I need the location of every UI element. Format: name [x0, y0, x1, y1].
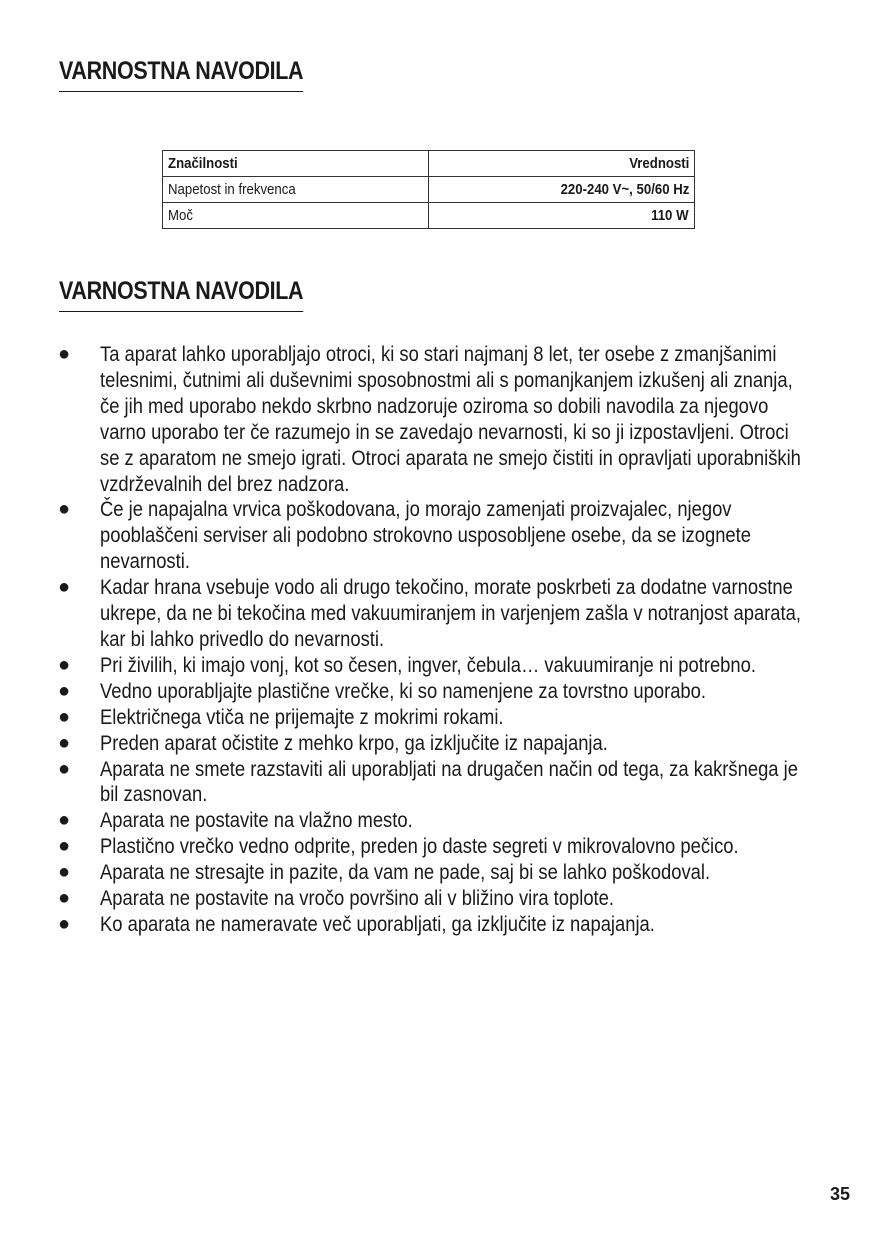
table-cell-value-text: 220-240 V~, 50/60 Hz	[560, 181, 689, 198]
list-item-text: Če je napajalna vrvica poškodovana, jo morajo zamenjati proizvajalec, njegov pooblaščeni serviser ali podobno strokovno usposobljene osebe, da se izognete nevarnosti.	[100, 497, 751, 574]
bullet-icon: ●	[58, 912, 71, 935]
list-item-text: Aparata ne postavite na vročo površino ali v bližino vira toplote.	[100, 886, 614, 911]
table-cell-feature	[163, 203, 429, 229]
list-item	[58, 731, 848, 757]
list-item	[58, 757, 848, 809]
table-header-value	[429, 151, 695, 177]
list-item	[58, 705, 848, 731]
bullet-icon: ●	[58, 705, 71, 728]
table-cell-feature-text: Napetost in frekvenca	[168, 181, 296, 198]
list-item-text: Kadar hrana vsebuje vodo ali drugo tekočino, morate poskrbeti za dodatne varnostne ukrepe, da ne bi tekočina med vakuumiranjem in varjenjem zašla v notranjost aparata, kar bi lahko privedlo do nevarnosti.	[100, 575, 801, 651]
list-item	[58, 886, 848, 912]
list-item-text: Ta aparat lahko uporabljajo otroci, ki so stari najmanj 8 let, ter osebe z zmanjšanimi telesnimi, čutnimi ali duševnimi sposobnostmi ali s pomanjkanjem izkušenj ali znanja, če jih med uporabo nekdo skrbno nadzoruje oziroma so dobili navodila za njegovo varno uporabo ter če razumejo in se zavedajo nevarnosti, ki so ji izpostavljeni. Otroci se z aparatom ne smejo igrati. Otroci aparata ne smejo čistiti in opravljati uporabniških vzdrževalnih del brez nadzora.	[100, 342, 801, 496]
list-item-text: Pri živilih, ki imajo vonj, kot so česen, ingver, čebula… vakuumiranje ni potrebno.	[100, 652, 756, 677]
table-row	[163, 177, 695, 203]
list-item	[58, 342, 848, 497]
list-item-text: Aparata ne stresajte in pazite, da vam ne pade, saj bi se lahko poškodoval.	[100, 860, 711, 885]
bullet-icon: ●	[58, 887, 71, 910]
table-cell-value	[429, 177, 695, 203]
bullet-icon: ●	[58, 757, 71, 780]
list-item	[58, 834, 848, 860]
safety-instructions-list	[58, 342, 848, 938]
table-header-feature-text: Značilnosti	[168, 155, 238, 172]
table-header-feature	[163, 151, 429, 177]
page-number: 35	[829, 1184, 850, 1204]
table-cell-value	[429, 203, 695, 229]
specifications-table	[162, 150, 695, 229]
list-item	[58, 808, 848, 834]
list-item-text: Aparata ne postavite na vlažno mesto.	[100, 808, 413, 833]
list-item	[58, 497, 848, 575]
table-cell-feature-text: Moč	[168, 207, 193, 224]
bullet-icon: ●	[58, 679, 71, 702]
list-item-text: Vedno uporabljajte plastične vrečke, ki so namenjene za tovrstno uporabo.	[100, 678, 706, 703]
bullet-icon: ●	[58, 731, 71, 754]
bullet-icon: ●	[58, 861, 71, 884]
list-item-text: Preden aparat očistite z mehko krpo, ga izklјučite iz napajanja.	[100, 730, 608, 755]
bullet-icon: ●	[58, 835, 71, 858]
list-item-text: Električnega vtiča ne prijemajte z mokrimi rokami.	[100, 704, 504, 729]
table-header-row	[163, 151, 695, 177]
table-cell-feature	[163, 177, 429, 203]
bullet-icon: ●	[58, 809, 71, 832]
list-item-text: Aparata ne smete razstaviti ali uporabljati na drugačen način od tega, za kakršnega je bil zasnovan.	[100, 756, 798, 807]
list-item	[58, 860, 848, 886]
table-row	[163, 203, 695, 229]
bullet-icon: ●	[58, 576, 71, 599]
list-item	[58, 653, 848, 679]
table-cell-value-text: 110 W	[651, 207, 689, 224]
bullet-icon: ●	[58, 653, 71, 676]
list-item-text: Ko aparata ne nameravate več uporabljati, ga izklјučite iz napajanja.	[100, 911, 655, 936]
section-heading-specifications: VARNOSTNA NAVODILA	[59, 56, 303, 92]
list-item	[58, 575, 848, 653]
list-item	[58, 679, 848, 705]
section-heading-safety: VARNOSTNA NAVODILA	[59, 276, 303, 312]
list-item	[58, 912, 848, 938]
list-item-text: Plastično vrečko vedno odprite, preden jo daste segreti v mikrovalovno pečico.	[100, 834, 739, 859]
table-header-value-text: Vrednosti	[628, 155, 689, 172]
bullet-icon: ●	[58, 343, 71, 365]
bullet-icon: ●	[58, 498, 71, 521]
